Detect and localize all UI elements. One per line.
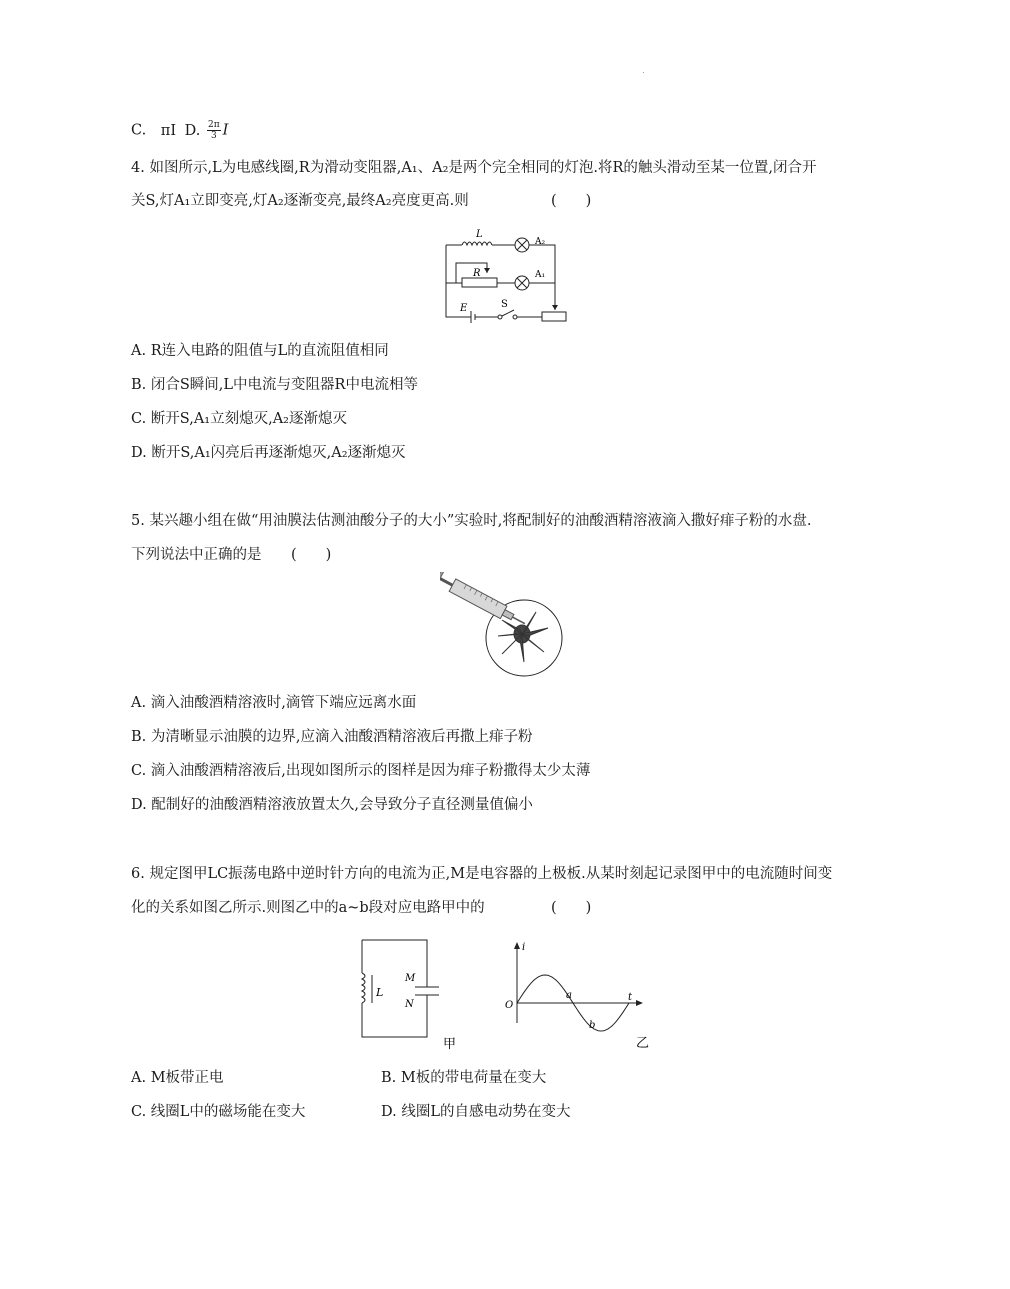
q5-option-b: B. 为清晰显示油膜的边界,应滴入油酸酒精溶液后再撒上痱子粉 [131,729,533,745]
q5-stem-line2 [131,545,332,565]
option-d-fraction [207,120,221,141]
fraction-numerator: 2π [208,120,220,130]
graph-axis-i: i [522,942,526,953]
fig4-label-E: E [460,303,468,314]
fig6-label-N: N [405,999,414,1010]
q5-stem-line1: 5. 某兴趣小组在做“用油膜法估测油酸分子的大小”实验时,将配制好的油酸酒精溶液滴入撒好痱子粉的水盘. [131,513,812,529]
graph-axis-t: t [628,992,633,1003]
q4-stem-line1: 4. 如图所示,L为电感线圈,R为滑动变阻器,A₁、A₂是两个完全相同的灯泡.将R的触头滑动至某一位置,闭合开 [131,160,817,176]
q6-stem-text: 化的关系如图乙所示.则图乙中的a~b段对应电路甲中的 [131,900,485,916]
q6-current-graph [500,938,660,1053]
fig6-caption-jia: 甲 [443,1037,457,1052]
q6-option-d: D. 线圈L的自感电动势在变大 [381,1104,571,1120]
fraction-denominator: 3 [210,131,217,141]
q4-option-c: C. 断开S,A₁立刻熄灭,A₂逐渐熄灭 [131,411,347,427]
option-d-variable: I [222,122,229,139]
fig6-label-L: L [376,986,384,999]
fig4-label-A1: A₁ [535,270,546,280]
fig4-label-A2: A₂ [535,237,546,247]
q5-oil-film-figure [440,572,570,682]
option-c-label: C. [131,122,147,139]
q4-option-a: A. R连入电路的阻值与L的直流阻值相同 [131,343,389,359]
q5-option-c: C. 滴入油酸酒精溶液后,出现如图所示的图样是因为痱子粉撒得太少太薄 [131,763,591,779]
q4-option-d: D. 断开S,A₁闪亮后再逐渐熄灭,A₂逐渐熄灭 [131,445,406,461]
q4-circuit-figure [440,225,575,325]
q5-option-a: A. 滴入油酸酒精溶液时,滴管下端应远离水面 [131,695,417,711]
fig4-label-R: R [473,268,481,279]
q6-answer-paren: ( ) [551,900,592,916]
option-d-label: D. [184,122,201,139]
q6-lc-circuit-figure [355,935,475,1055]
q6-stem-line1: 6. 规定图甲LC振荡电路中逆时针方向的电流为正,M是电容器的上极板.从某时刻起记录图甲中的电流随时间变 [131,866,833,882]
q4-stem-text: 关S,灯A₁立即变亮,灯A₂逐渐变亮,最终A₂亮度更高.则 [131,193,469,209]
q6-option-c: C. 线圈L中的磁场能在变大 [131,1104,306,1120]
graph-origin-O: O [505,1000,514,1011]
q5-stem-text: 下列说法中正确的是 [131,547,262,563]
graph-point-b: b [589,1020,596,1031]
q6-stem-line2 [131,898,592,918]
q6-option-a: A. M板带正电 [131,1070,224,1086]
page-speck [643,72,644,73]
fig6-label-M: M [405,973,416,984]
q4-option-b: B. 闭合S瞬间,L中电流与变阻器R中电流相等 [131,377,418,393]
graph-point-a: a [566,990,572,1001]
q5-option-d: D. 配制好的油酸酒精溶液放置太久,会导致分子直径测量值偏小 [131,797,533,813]
q4-stem-line2 [131,191,592,211]
prev-question-options [131,120,228,141]
fig4-label-S: S [501,299,508,310]
q6-option-b: B. M板的带电荷量在变大 [381,1070,547,1086]
q4-answer-paren: ( ) [551,193,592,209]
q5-answer-paren: ( ) [291,547,332,563]
option-c-value: πI [160,122,177,139]
fig4-label-L: L [476,229,483,240]
graph-caption-yi: 乙 [636,1036,650,1051]
